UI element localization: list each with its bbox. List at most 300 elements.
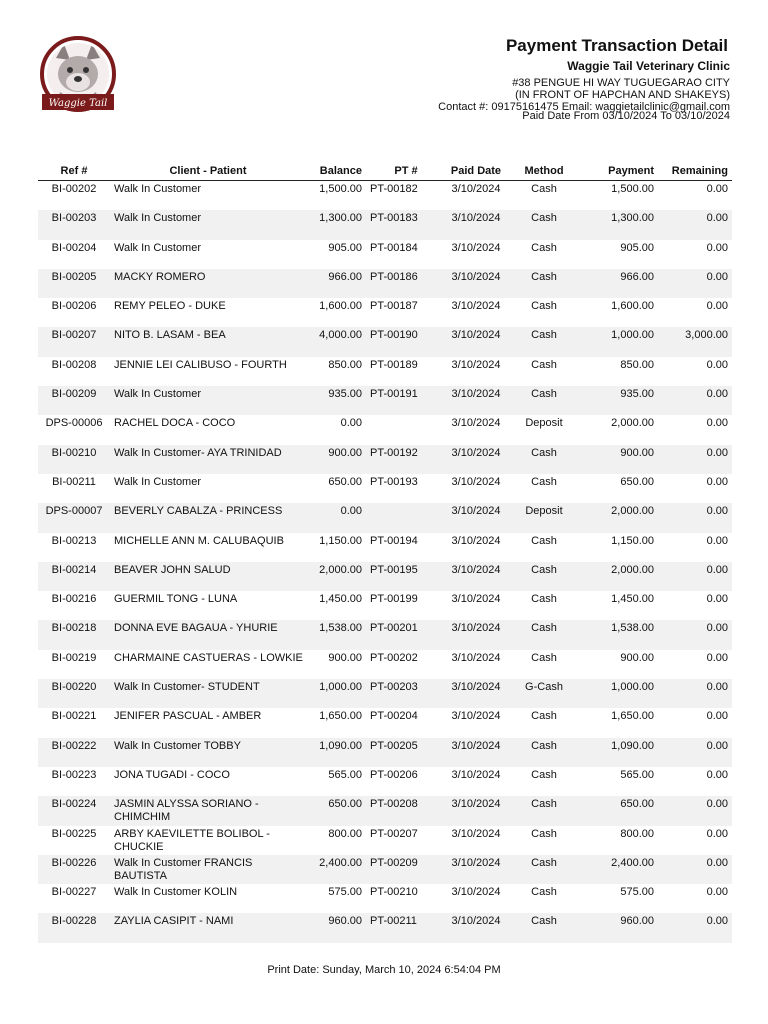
cell-method — [506, 679, 582, 708]
cell-ref — [38, 913, 110, 942]
cell-balance-text: 4,000.00 — [319, 329, 362, 342]
cell-ref-text: BI-00216 — [51, 593, 97, 606]
table-row — [38, 913, 732, 942]
cell-ref-text: BI-00222 — [51, 739, 97, 752]
cell-pt — [366, 474, 446, 503]
cell-client-patient — [110, 533, 306, 562]
cell-client-patient — [110, 855, 306, 884]
table-row — [38, 357, 732, 386]
col-header-balance: Balance — [306, 162, 366, 181]
col-header-remaining: Remaining — [658, 162, 732, 181]
cell-pt — [366, 386, 446, 415]
cell-ref — [38, 298, 110, 327]
cell-client-patient-text: Walk In Customer — [114, 212, 202, 225]
table-row — [38, 708, 732, 737]
cell-client-patient-text: MICHELLE ANN M. CALUBAQUIB — [114, 534, 284, 547]
cell-remaining — [658, 298, 732, 327]
cell-client-patient — [110, 269, 306, 298]
cell-ref-text: DPS-00006 — [45, 417, 103, 430]
cell-payment — [582, 679, 658, 708]
cell-remaining — [658, 855, 732, 884]
cell-balance — [306, 679, 366, 708]
cell-ref-text: BI-00218 — [51, 622, 97, 635]
cell-pt — [366, 796, 446, 825]
cell-paid-date — [446, 855, 506, 884]
cell-method-text: Cash — [531, 358, 557, 371]
cell-client-patient-text: BEVERLY CABALZA - PRINCESS — [114, 505, 283, 518]
cell-balance-text: 1,090.00 — [319, 739, 362, 752]
cell-payment-text: 2,000.00 — [611, 417, 654, 430]
cell-remaining-text: 0.00 — [706, 505, 728, 518]
cell-method-text: Cash — [531, 886, 557, 899]
cell-method — [506, 855, 582, 884]
table-row — [38, 591, 732, 620]
cell-remaining — [658, 738, 732, 767]
col-header-method: Method — [506, 162, 582, 181]
cell-remaining-text: 0.00 — [706, 915, 728, 928]
cell-ref — [38, 357, 110, 386]
cell-pt-text: PT-00189 — [370, 358, 418, 371]
cell-remaining — [658, 210, 732, 239]
cell-client-patient-text: JENNIE LEI CALIBUSO - FOURTH — [114, 358, 287, 371]
cell-ref-text: BI-00202 — [51, 183, 97, 195]
cell-remaining-text: 0.00 — [706, 681, 728, 694]
cell-remaining — [658, 503, 732, 532]
cell-payment-text: 1,538.00 — [611, 622, 654, 635]
cell-paid-date-text: 3/10/2024 — [451, 534, 501, 547]
cell-paid-date-text: 3/10/2024 — [451, 856, 501, 869]
cell-paid-date — [446, 415, 506, 444]
cell-balance-text: 0.00 — [340, 505, 362, 518]
cell-pt-text: PT-00208 — [370, 798, 418, 811]
cell-pt — [366, 181, 446, 211]
cell-remaining-text: 0.00 — [706, 475, 728, 488]
cell-paid-date — [446, 445, 506, 474]
cell-ref — [38, 591, 110, 620]
logo-text: Waggie Tail — [48, 98, 108, 109]
cell-payment-text: 1,090.00 — [611, 739, 654, 752]
cell-balance — [306, 415, 366, 444]
cell-client-patient — [110, 708, 306, 737]
col-header-client-patient: Client - Patient — [110, 162, 306, 181]
cell-remaining — [658, 620, 732, 649]
cell-remaining — [658, 181, 732, 211]
cell-payment — [582, 269, 658, 298]
cell-ref — [38, 415, 110, 444]
cell-method — [506, 533, 582, 562]
cell-balance — [306, 357, 366, 386]
cell-ref — [38, 708, 110, 737]
cell-paid-date — [446, 562, 506, 591]
cell-ref-text: BI-00226 — [51, 856, 97, 869]
cell-ref-text: BI-00207 — [51, 329, 97, 342]
cell-paid-date — [446, 738, 506, 767]
clinic-name: Waggie Tail Veterinary Clinic — [567, 59, 730, 73]
cell-pt — [366, 240, 446, 269]
cell-pt — [366, 533, 446, 562]
cell-remaining-text: 0.00 — [706, 388, 728, 401]
cell-client-patient — [110, 796, 306, 825]
cell-pt — [366, 884, 446, 913]
cell-ref — [38, 884, 110, 913]
cell-ref — [38, 738, 110, 767]
cell-client-patient-text: Walk In Customer FRANCIS BAUTISTA — [114, 856, 253, 882]
cell-client-patient-text: RACHEL DOCA - COCO — [114, 417, 236, 430]
cell-paid-date-text: 3/10/2024 — [451, 563, 501, 576]
cell-balance — [306, 298, 366, 327]
cell-client-patient-text: Walk In Customer — [114, 183, 202, 195]
cell-client-patient — [110, 445, 306, 474]
cell-client-patient — [110, 210, 306, 239]
cell-paid-date — [446, 240, 506, 269]
cell-remaining — [658, 562, 732, 591]
cell-pt — [366, 503, 446, 532]
cell-remaining-text: 0.00 — [706, 886, 728, 899]
cell-pt-text — [366, 415, 446, 417]
cell-balance-text: 2,000.00 — [319, 563, 362, 576]
cell-ref-text: BI-00209 — [51, 388, 97, 401]
cell-ref — [38, 210, 110, 239]
cell-client-patient-text: ARBY KAEVILETTE BOLIBOL - CHUCKIE — [114, 827, 270, 853]
cell-balance — [306, 650, 366, 679]
cell-paid-date-text: 3/10/2024 — [451, 710, 501, 723]
cell-pt — [366, 591, 446, 620]
table-row — [38, 884, 732, 913]
cell-method-text: Cash — [531, 710, 557, 723]
cell-balance — [306, 884, 366, 913]
cell-remaining-text: 0.00 — [706, 798, 728, 811]
cell-remaining-text: 0.00 — [706, 358, 728, 371]
cell-payment-text: 935.00 — [620, 388, 654, 401]
cell-method — [506, 884, 582, 913]
cell-payment — [582, 240, 658, 269]
cell-balance-text: 1,538.00 — [319, 622, 362, 635]
cell-method — [506, 210, 582, 239]
cell-paid-date-text: 3/10/2024 — [451, 388, 501, 401]
cell-payment-text: 1,650.00 — [611, 710, 654, 723]
cell-method-text: Cash — [531, 270, 557, 283]
cell-method-text: Cash — [531, 329, 557, 342]
cell-pt-text: PT-00183 — [370, 212, 418, 225]
cell-pt-text: PT-00199 — [370, 593, 418, 606]
cell-remaining-text: 0.00 — [706, 827, 728, 840]
cell-pt — [366, 415, 446, 444]
cell-method — [506, 796, 582, 825]
cell-balance-text: 1,650.00 — [319, 710, 362, 723]
cell-client-patient — [110, 298, 306, 327]
cell-ref — [38, 855, 110, 884]
cell-method-text: Cash — [531, 475, 557, 488]
cell-paid-date-text: 3/10/2024 — [451, 358, 501, 371]
cell-ref — [38, 327, 110, 356]
cell-ref — [38, 503, 110, 532]
cell-payment — [582, 796, 658, 825]
cell-balance — [306, 708, 366, 737]
cell-ref — [38, 767, 110, 796]
cell-balance — [306, 210, 366, 239]
cell-paid-date-text: 3/10/2024 — [451, 622, 501, 635]
cell-balance-text: 900.00 — [328, 446, 362, 459]
cell-ref-text: BI-00225 — [51, 827, 97, 840]
cell-method — [506, 826, 582, 855]
cell-client-patient-text: Walk In Customer- STUDENT — [114, 681, 260, 694]
cell-pt — [366, 767, 446, 796]
cell-method — [506, 415, 582, 444]
cell-payment — [582, 738, 658, 767]
cell-client-patient-text: DONNA EVE BAGAUA - YHURIE — [114, 622, 278, 635]
cell-client-patient-text: Walk In Customer — [114, 475, 202, 488]
cell-payment-text: 960.00 — [620, 915, 654, 928]
cell-balance-text: 2,400.00 — [319, 856, 362, 869]
cell-payment — [582, 913, 658, 942]
cell-client-patient — [110, 767, 306, 796]
cell-pt — [366, 620, 446, 649]
cell-payment-text: 2,000.00 — [611, 505, 654, 518]
cell-method-text: Cash — [531, 183, 557, 195]
col-header-paid-date: Paid Date — [446, 162, 506, 181]
cell-pt — [366, 650, 446, 679]
cell-pt-text: PT-00205 — [370, 739, 418, 752]
col-header-payment: Payment — [582, 162, 658, 181]
cell-paid-date — [446, 708, 506, 737]
cell-remaining-text: 3,000.00 — [685, 329, 728, 342]
cell-balance-text: 800.00 — [328, 827, 362, 840]
cell-payment — [582, 708, 658, 737]
cell-pt-text: PT-00209 — [370, 856, 418, 869]
cell-balance — [306, 386, 366, 415]
cell-payment — [582, 210, 658, 239]
cell-paid-date-text: 3/10/2024 — [451, 241, 501, 254]
cell-balance-text: 905.00 — [328, 241, 362, 254]
cell-payment — [582, 767, 658, 796]
cell-ref-text: BI-00204 — [51, 241, 97, 254]
cell-balance — [306, 767, 366, 796]
cell-remaining-text: 0.00 — [706, 270, 728, 283]
cell-pt — [366, 327, 446, 356]
cell-method-text: Deposit — [525, 417, 563, 430]
cell-remaining — [658, 591, 732, 620]
cell-client-patient-text: Walk In Customer KOLIN — [114, 886, 238, 899]
cell-paid-date — [446, 298, 506, 327]
cell-remaining — [658, 796, 732, 825]
cell-pt — [366, 210, 446, 239]
cell-ref-text: BI-00213 — [51, 534, 97, 547]
cell-balance-text: 1,300.00 — [319, 212, 362, 225]
cell-client-patient — [110, 679, 306, 708]
cell-balance-text: 1,600.00 — [319, 300, 362, 313]
cell-method-text: G-Cash — [525, 681, 563, 694]
cell-pt — [366, 738, 446, 767]
cell-paid-date — [446, 650, 506, 679]
cell-client-patient-text: Walk In Customer — [114, 388, 202, 401]
cell-method — [506, 591, 582, 620]
table-row — [38, 503, 732, 532]
cell-method — [506, 650, 582, 679]
cell-balance-text: 1,500.00 — [319, 183, 362, 195]
cell-ref-text: BI-00205 — [51, 270, 97, 283]
cell-paid-date-text: 3/10/2024 — [451, 270, 501, 283]
table-row — [38, 210, 732, 239]
cell-remaining — [658, 269, 732, 298]
cell-paid-date-text: 3/10/2024 — [451, 212, 501, 225]
cell-paid-date-text: 3/10/2024 — [451, 475, 501, 488]
cell-remaining-text: 0.00 — [706, 710, 728, 723]
cell-payment-text: 2,400.00 — [611, 856, 654, 869]
table-row — [38, 298, 732, 327]
cell-method-text: Cash — [531, 856, 557, 869]
cell-client-patient — [110, 562, 306, 591]
cell-payment — [582, 474, 658, 503]
cell-remaining-text: 0.00 — [706, 300, 728, 313]
cell-balance-text: 935.00 — [328, 388, 362, 401]
table-row — [38, 415, 732, 444]
table-row — [38, 826, 732, 855]
cell-balance — [306, 796, 366, 825]
cell-paid-date — [446, 386, 506, 415]
cell-client-patient-text: BEAVER JOHN SALUD — [114, 563, 231, 576]
table-row — [38, 445, 732, 474]
clinic-address-line1: #38 PENGUE HI WAY TUGUEGARAO CITY — [512, 77, 730, 89]
print-date: Print Date: Sunday, March 10, 2024 6:54:04 PM — [267, 964, 501, 976]
cell-method-text: Cash — [531, 212, 557, 225]
cell-paid-date-text: 3/10/2024 — [451, 329, 501, 342]
cell-paid-date-text: 3/10/2024 — [451, 681, 501, 694]
cell-paid-date-text: 3/10/2024 — [451, 300, 501, 313]
cell-method — [506, 298, 582, 327]
cell-client-patient — [110, 386, 306, 415]
cell-remaining — [658, 474, 732, 503]
clinic-contact: Contact #: 09175161475 Email: waggietailclinic@gmail.com — [438, 101, 730, 113]
cell-method-text: Cash — [531, 622, 557, 635]
cell-payment-text: 565.00 — [620, 768, 654, 781]
cell-balance-text: 1,450.00 — [319, 593, 362, 606]
cell-payment-text: 900.00 — [620, 651, 654, 664]
cell-method — [506, 620, 582, 649]
table-row — [38, 855, 732, 884]
cell-balance — [306, 327, 366, 356]
cell-pt-text: PT-00207 — [370, 827, 418, 840]
cell-remaining-text: 0.00 — [706, 622, 728, 635]
table-row — [38, 269, 732, 298]
cell-ref — [38, 181, 110, 211]
cell-client-patient-text: Walk In Customer TOBBY — [114, 739, 241, 752]
cell-method-text: Deposit — [525, 505, 563, 518]
table-row — [38, 386, 732, 415]
transactions-table — [38, 162, 732, 943]
cell-ref — [38, 650, 110, 679]
cell-balance — [306, 240, 366, 269]
cell-method — [506, 445, 582, 474]
cell-paid-date — [446, 210, 506, 239]
cell-client-patient — [110, 620, 306, 649]
cell-pt-text: PT-00203 — [370, 681, 418, 694]
cell-method — [506, 913, 582, 942]
cell-method-text: Cash — [531, 563, 557, 576]
cell-pt — [366, 298, 446, 327]
cell-payment — [582, 298, 658, 327]
cell-balance — [306, 503, 366, 532]
cell-remaining-text: 0.00 — [706, 563, 728, 576]
cell-method — [506, 181, 582, 211]
cell-client-patient — [110, 591, 306, 620]
cell-method-text: Cash — [531, 915, 557, 928]
cell-ref — [38, 679, 110, 708]
cell-balance — [306, 269, 366, 298]
cell-method-text: Cash — [531, 739, 557, 752]
cell-client-patient — [110, 738, 306, 767]
table-row — [38, 562, 732, 591]
cell-payment-text: 1,600.00 — [611, 300, 654, 313]
cell-pt-text: PT-00202 — [370, 651, 418, 664]
cell-balance-text: 565.00 — [328, 768, 362, 781]
cell-balance — [306, 474, 366, 503]
cell-client-patient — [110, 357, 306, 386]
cell-remaining — [658, 767, 732, 796]
paid-date-range: Paid Date From 03/10/2024 To 03/10/2024 — [522, 110, 730, 122]
cell-ref — [38, 620, 110, 649]
cell-balance-text: 650.00 — [328, 798, 362, 811]
cell-remaining — [658, 650, 732, 679]
table-row — [38, 181, 732, 211]
cell-pt-text: PT-00192 — [370, 446, 418, 459]
cell-paid-date-text: 3/10/2024 — [451, 739, 501, 752]
cell-remaining — [658, 445, 732, 474]
table-row — [38, 327, 732, 356]
table-row — [38, 767, 732, 796]
cell-method — [506, 386, 582, 415]
cell-payment-text: 650.00 — [620, 798, 654, 811]
cell-paid-date — [446, 591, 506, 620]
cell-balance — [306, 445, 366, 474]
report-title: Payment Transaction Detail — [505, 36, 728, 55]
cell-ref — [38, 796, 110, 825]
cell-method — [506, 474, 582, 503]
cell-balance-text: 1,150.00 — [319, 534, 362, 547]
cell-ref-text: BI-00220 — [51, 681, 97, 694]
cell-ref-text: BI-00227 — [51, 886, 97, 899]
cell-method-text: Cash — [531, 827, 557, 840]
cell-remaining-text: 0.00 — [706, 212, 728, 225]
cell-balance-text: 966.00 — [328, 270, 362, 283]
col-header-pt: PT # — [366, 162, 446, 181]
cell-payment — [582, 357, 658, 386]
cell-remaining-text: 0.00 — [706, 739, 728, 752]
cell-payment-text: 1,000.00 — [611, 329, 654, 342]
cell-pt-text: PT-00193 — [370, 475, 418, 488]
cell-paid-date-text: 3/10/2024 — [451, 505, 501, 518]
cell-ref-text: BI-00214 — [51, 563, 97, 576]
cell-remaining — [658, 386, 732, 415]
cell-paid-date — [446, 533, 506, 562]
cell-remaining — [658, 415, 732, 444]
cell-paid-date-text: 3/10/2024 — [451, 915, 501, 928]
cell-paid-date-text: 3/10/2024 — [451, 768, 501, 781]
cell-method-text: Cash — [531, 798, 557, 811]
cell-paid-date — [446, 884, 506, 913]
cell-method-text: Cash — [531, 651, 557, 664]
clinic-address-line2: (IN FRONT OF HAPCHAN AND SHAKEYS) — [515, 89, 730, 101]
cell-paid-date — [446, 181, 506, 211]
cell-balance-text: 900.00 — [328, 651, 362, 664]
cell-payment-text: 2,000.00 — [611, 563, 654, 576]
cell-pt — [366, 357, 446, 386]
cell-client-patient — [110, 415, 306, 444]
cell-client-patient-text: REMY PELEO - DUKE — [114, 300, 226, 313]
cell-paid-date — [446, 620, 506, 649]
cell-remaining — [658, 913, 732, 942]
cell-remaining — [658, 357, 732, 386]
cell-balance — [306, 738, 366, 767]
